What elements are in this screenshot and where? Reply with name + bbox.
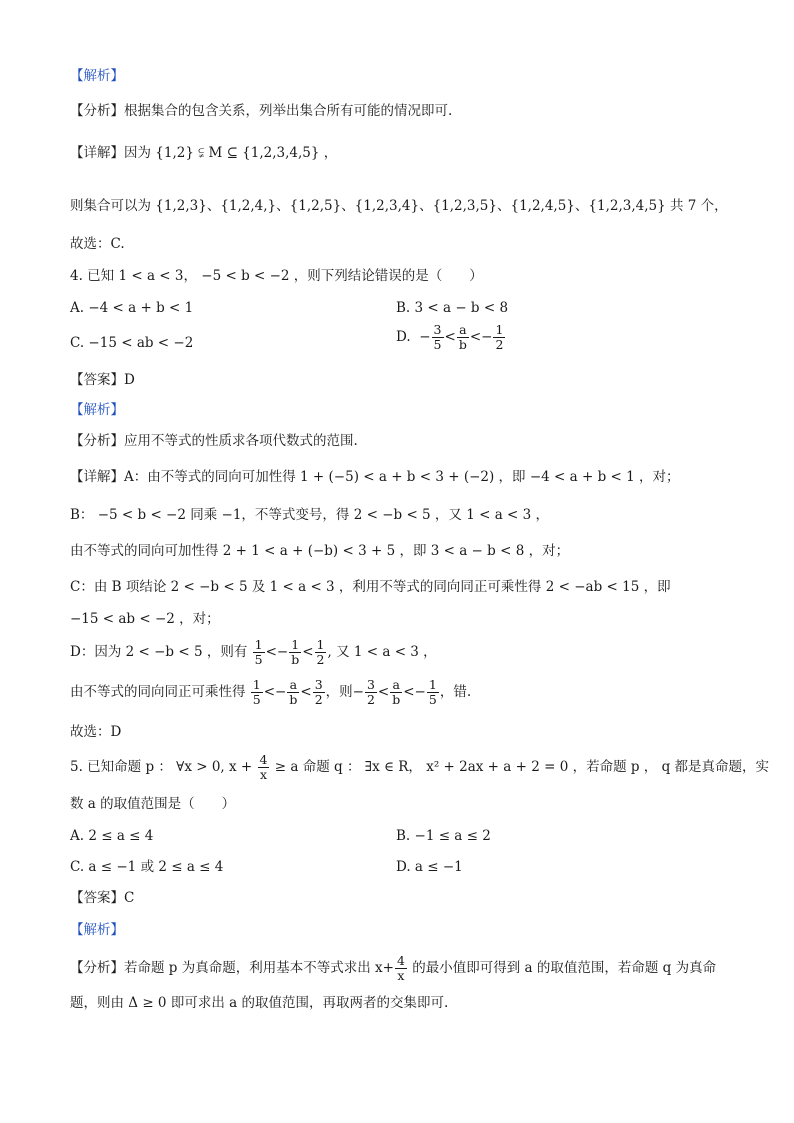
q5-analysis-1: 【分析】若命题 p 为真命题，利用基本不等式求出 x+ $\frac{4}{x}$ 的最小值即可得到 a 的取值范围，若命题 q 为真命 bbox=[70, 953, 717, 983]
q5-analysis-2: 题，则由 Δ ≥ 0 即可求出 a 的取值范围，再取两者的交集即可. bbox=[70, 995, 449, 1011]
fraction: $\frac{a}{b}$ bbox=[458, 322, 467, 352]
q5-option-a: A. 2 ≤ a ≤ 4 bbox=[70, 828, 154, 844]
q3-answer-line: 故选：C. bbox=[70, 236, 125, 252]
q4-detail-c2: −15 < ab < −2 ，对； bbox=[70, 611, 220, 627]
fraction: $\frac{1}{b}$ bbox=[291, 637, 300, 667]
q3-analysis bbox=[70, 101, 452, 121]
q4-option-d: D. − $\frac{3}{5}$ < $\frac{a}{b}$ <− $\frac{1}{2}$ bbox=[396, 322, 504, 352]
fraction: $\frac{1}{2}$ bbox=[316, 637, 325, 667]
q3-analysis-text: 根据集合的包含关系，列举出集合所有可能的情况即可. bbox=[124, 103, 453, 119]
q3-analysis-tag: 【分析】 bbox=[70, 103, 124, 119]
fraction: $\frac{1}{2}$ bbox=[495, 322, 504, 352]
q4-detail-d1: D：因为 2 < −b < 5 ，则有 $\frac{1}{5}$ <− $\frac{1}{b}$ < $\frac{1}{2}$ , 又 1 < a < 3 ， bbox=[70, 637, 437, 667]
fraction: $\frac{1}{5}$ bbox=[428, 677, 437, 707]
q3-detail-tag: 【详解】 bbox=[70, 145, 124, 161]
q4-analysis: 【分析】应用不等式的性质求各项代数式的范围. bbox=[70, 433, 358, 449]
fraction: $\frac{4}{x}$ bbox=[396, 953, 405, 983]
q4-option-d-label: D. bbox=[396, 329, 411, 345]
q3-jiexi-heading: 【解析】 bbox=[70, 68, 124, 84]
q4-detail-d2: 由不等式的同向同正可乘性得 $\frac{1}{5}$ <− $\frac{a}{b}$ < $\frac{3}{2}$ ，则− $\frac{3}{2}$ < $\frac{a}{b}$ <− $\frac{1}{5}$ ，错. bbox=[70, 677, 472, 707]
q5-stem-2: 数 a 的取值范围是（ ） bbox=[70, 796, 236, 812]
fraction: $\frac{3}{5}$ bbox=[433, 322, 442, 352]
fraction: $\frac{a}{b}$ bbox=[392, 677, 401, 707]
q3-detail bbox=[70, 143, 337, 163]
fraction: $\frac{3}{2}$ bbox=[314, 677, 323, 707]
q5-jiexi-heading: 【解析】 bbox=[70, 922, 124, 938]
q4-detail-a: 【详解】A：由不等式的同向可加性得 1 + (−5) < a + b < 3 + (−2) ，即 −4 < a + b < 1 ，对； bbox=[70, 469, 680, 485]
q4-detail-b1: B： −5 < b < −2 同乘 −1，不等式变号，得 2 < −b < 5 ，又 1 < a < 3 ， bbox=[70, 507, 550, 523]
q4-option-c: C. −15 < ab < −2 bbox=[70, 335, 194, 351]
fraction: $\frac{4}{x}$ bbox=[259, 752, 268, 782]
q4-jiexi-heading: 【解析】 bbox=[70, 402, 124, 418]
fraction: $\frac{1}{5}$ bbox=[254, 637, 263, 667]
q5-option-c: C. a ≤ −1 或 2 ≤ a ≤ 4 bbox=[70, 859, 224, 875]
q5-answer: 【答案】C bbox=[70, 890, 135, 906]
q5-stem: 5. 已知命题 p ： ∀x > 0, x + $\frac{4}{x}$ ≥ a 命题 q ： ∃x ∈ R， x² + 2ax + a + 2 = 0 ，若命题 p ， q 都是真命题，实 bbox=[70, 752, 770, 782]
q4-answer-line: 故选：D bbox=[70, 724, 122, 740]
q5-option-d: D. a ≤ −1 bbox=[396, 859, 463, 875]
fraction: $\frac{a}{b}$ bbox=[289, 677, 298, 707]
q4-option-a: A. −4 < a + b < 1 bbox=[70, 300, 194, 316]
q4-option-b: B. 3 < a − b < 8 bbox=[396, 300, 509, 316]
q4-stem: 4. 已知 1 < a < 3， −5 < b < −2 ，则下列结论错误的是（ ） bbox=[70, 268, 483, 284]
q4-detail-b2: 由不等式的同向可加性得 2 + 1 < a + (−b) < 3 + 5 ，即 3 < a − b < 8 ，对； bbox=[70, 543, 570, 559]
fraction: $\frac{3}{2}$ bbox=[366, 677, 375, 707]
q3-detail-text: 因为 {1,2} ⫋ M ⊆ {1,2,3,4,5} ， bbox=[124, 145, 338, 161]
fraction: $\frac{1}{5}$ bbox=[252, 677, 261, 707]
q4-detail-c1: C：由 B 项结论 2 < −b < 5 及 1 < a < 3 ，利用不等式的同向同正可乘性得 2 < −ab < 15 ，即 bbox=[70, 579, 671, 595]
q4-answer: 【答案】D bbox=[70, 372, 135, 388]
q5-option-b: B. −1 ≤ a ≤ 2 bbox=[396, 828, 491, 844]
q3-sets: 则集合可以为 {1,2,3}、{1,2,4,}、{1,2,5}、{1,2,3,4}、{1,2,3,5}、{1,2,4,5}、{1,2,3,4,5} 共 7 个， bbox=[70, 198, 728, 214]
